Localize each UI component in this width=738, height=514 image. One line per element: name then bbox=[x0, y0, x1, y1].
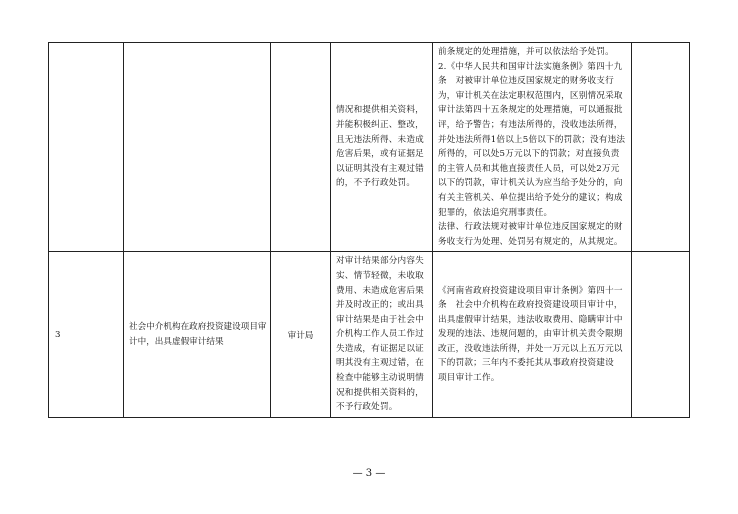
condition-line: 失造成，有证据足以证 bbox=[336, 343, 424, 354]
penalty-table bbox=[48, 42, 690, 418]
legal-basis-cell bbox=[433, 252, 632, 418]
condition-line: 不予行政处罚。 bbox=[336, 402, 398, 413]
condition-line: 危害后果，或有证据足 bbox=[336, 149, 424, 160]
condition-line: 且无违法所得、未造成 bbox=[336, 134, 424, 145]
condition-line: 明其没有主观过错，在 bbox=[336, 358, 424, 369]
dept-cell bbox=[271, 43, 331, 252]
remarks-cell bbox=[632, 43, 690, 252]
condition-line: 并能积极纠正、整改， bbox=[336, 119, 424, 130]
condition-cell bbox=[331, 252, 433, 418]
basis-line: 有关主管机关、单位提出给予处分的建议；构成 bbox=[438, 192, 623, 203]
basis-line: 条 对被审计单位违反国家规定的财务收支行 bbox=[438, 76, 614, 87]
page-number: — 3 — bbox=[352, 468, 386, 479]
basis-line: 为，审计机关在法定职权范围内，区别情况采取 bbox=[438, 90, 623, 101]
condition-line: 费用、未造成危害后果 bbox=[336, 285, 424, 296]
basis-line: 出具虚假审计结果，违法收取费用、隐瞒审计中 bbox=[438, 314, 623, 325]
basis-line: 《河南省政府投资建设项目审计条例》第四十一 bbox=[438, 285, 623, 296]
condition-line: 的，不予行政处罚。 bbox=[336, 178, 416, 189]
condition-line: 况和提供相关资料的， bbox=[336, 387, 424, 398]
basis-line: 前条规定的处理措施，并可以依法给予处罚。 bbox=[438, 47, 614, 57]
legal-basis-cell bbox=[433, 43, 632, 252]
seq-cell bbox=[49, 252, 124, 418]
basis-line: 条 社会中介机构在政府投资建设项目审计中， bbox=[438, 300, 623, 311]
basis-line: 并处违法所得1倍以上5倍以下的罚款；没有违法 bbox=[438, 134, 626, 145]
basis-line: 下的罚款；三年内不委托其从事政府投资建设 bbox=[438, 358, 614, 369]
basis-line: 评，给予警告；有违法所得的，没收违法所得， bbox=[438, 119, 623, 130]
condition-line: 介机构工作人员工作过 bbox=[336, 329, 424, 340]
basis-line: 法律、行政法规对被审计单位违反国家规定的财 bbox=[438, 222, 623, 233]
basis-line: 所得的，可以处5万元以下的罚款；对直接负责 bbox=[438, 149, 620, 160]
condition-line: 审计结果是由于社会中 bbox=[336, 314, 424, 325]
basis-line: 务收支行为处理、处罚另有规定的，从其规定。 bbox=[438, 236, 623, 247]
condition-line: 以证明其没有主观过错 bbox=[336, 163, 424, 174]
basis-line: 的主管人员和其他直接责任人员，可以处2万元 bbox=[438, 163, 620, 174]
remarks-cell bbox=[632, 252, 690, 418]
condition-line: 对审计结果部分内容失 bbox=[336, 256, 424, 267]
basis-line: 以下的罚款，审计机关认为应当给予处分的，向 bbox=[438, 178, 623, 189]
condition-cell bbox=[331, 43, 433, 252]
dept-cell bbox=[271, 252, 331, 418]
condition-line: 检查中能够主动说明情 bbox=[336, 373, 424, 384]
seq-text: 3 bbox=[55, 329, 61, 340]
item-cell bbox=[124, 252, 271, 418]
basis-line: 犯罪的，依法追究刑事责任。 bbox=[438, 207, 553, 218]
condition-line: 并及时改正的；或出具 bbox=[336, 300, 424, 311]
basis-line: 改正，没收违法所得，并处一万元以上五万元以 bbox=[438, 343, 623, 354]
condition-line: 情况和提供相关资料， bbox=[336, 105, 424, 116]
basis-line: 2.《中华人民共和国审计法实施条例》第四十九 bbox=[438, 61, 623, 72]
basis-line: 项目审计工作。 bbox=[438, 373, 500, 384]
table-row bbox=[49, 43, 690, 252]
table-row bbox=[49, 252, 690, 418]
seq-cell bbox=[49, 43, 124, 252]
item-cell bbox=[124, 43, 271, 252]
condition-line: 实、情节轻微，未收取 bbox=[336, 270, 424, 281]
item-text: 社会中介机构在政府投资建设项目审计中，出具虚假审计结果 bbox=[129, 321, 267, 347]
basis-line: 发现的违法、违规问题的，由审计机关责令限期 bbox=[438, 329, 623, 340]
basis-line: 审计法第四十五条规定的处理措施，可以通报批 bbox=[438, 105, 623, 116]
dept-text: 审计局 bbox=[287, 330, 314, 341]
